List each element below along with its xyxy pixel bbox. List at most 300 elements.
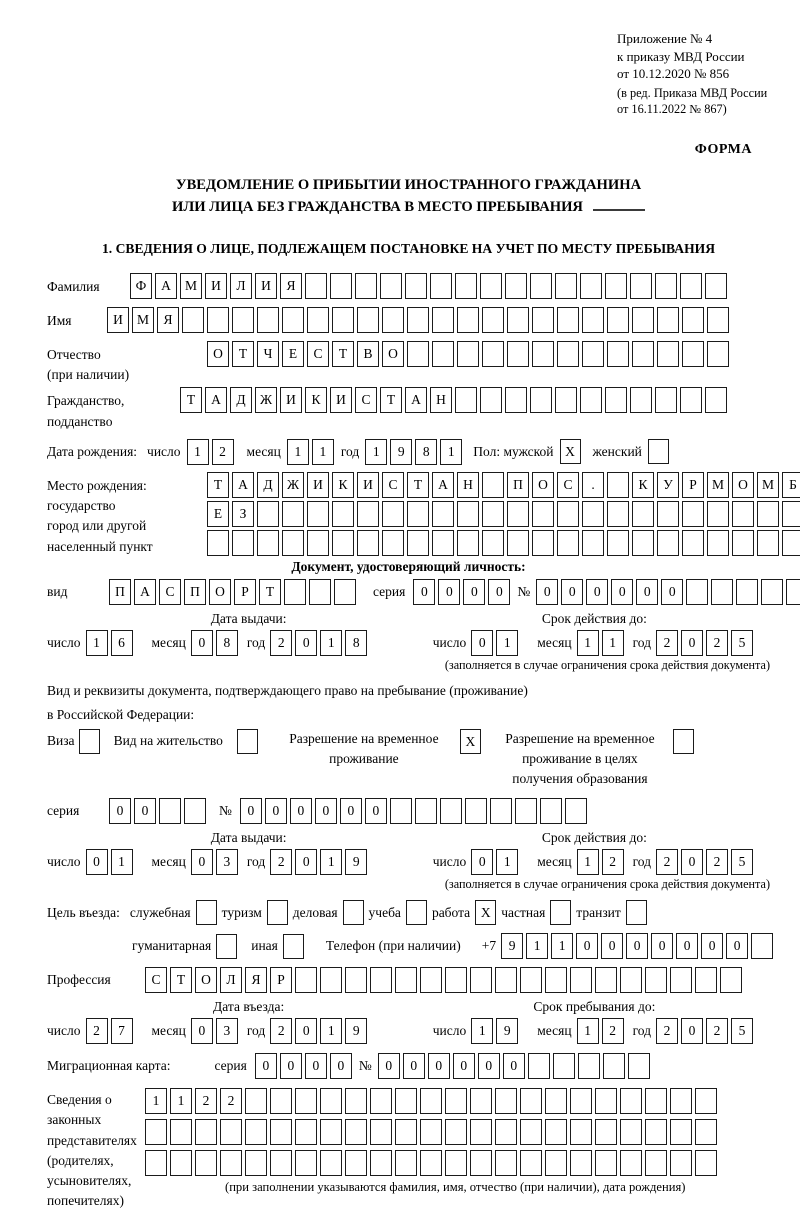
char-cell[interactable]: 9	[345, 849, 367, 875]
char-cell[interactable]	[532, 501, 554, 527]
char-cell[interactable]	[557, 501, 579, 527]
char-cell[interactable]: 0	[378, 1053, 400, 1079]
citizenship-cells[interactable]	[180, 387, 730, 413]
char-cell[interactable]: 0	[265, 798, 287, 824]
char-cell[interactable]: 0	[681, 849, 703, 875]
char-cell[interactable]: 1	[440, 439, 462, 465]
char-cell[interactable]	[440, 798, 462, 824]
char-cell[interactable]	[195, 1119, 217, 1145]
char-cell[interactable]	[430, 273, 452, 299]
char-cell[interactable]: 5	[731, 1018, 753, 1044]
char-cell[interactable]	[257, 307, 279, 333]
char-cell[interactable]: 2	[602, 1018, 624, 1044]
char-cell[interactable]	[505, 387, 527, 413]
char-cell[interactable]	[405, 273, 427, 299]
char-cell[interactable]: А	[405, 387, 427, 413]
char-cell[interactable]	[657, 341, 679, 367]
char-cell[interactable]: Л	[230, 273, 252, 299]
char-cell[interactable]	[507, 307, 529, 333]
char-cell[interactable]: 0	[478, 1053, 500, 1079]
char-cell[interactable]	[332, 501, 354, 527]
char-cell[interactable]	[390, 798, 412, 824]
char-cell[interactable]	[320, 967, 342, 993]
char-cell[interactable]	[582, 501, 604, 527]
purpose-tranzit-checkbox[interactable]	[626, 900, 647, 925]
char-cell[interactable]	[686, 579, 708, 605]
char-cell[interactable]	[657, 307, 679, 333]
char-cell[interactable]	[455, 273, 477, 299]
char-cell[interactable]	[555, 387, 577, 413]
char-cell[interactable]: 1	[86, 630, 108, 656]
issue-day-cells[interactable]	[86, 630, 136, 656]
char-cell[interactable]	[309, 579, 331, 605]
char-cell[interactable]	[645, 1150, 667, 1176]
char-cell[interactable]: 2	[602, 849, 624, 875]
char-cell[interactable]: 7	[111, 1018, 133, 1044]
char-cell[interactable]: 0	[280, 1053, 302, 1079]
char-cell[interactable]	[545, 1150, 567, 1176]
char-cell[interactable]	[382, 307, 404, 333]
char-cell[interactable]: А	[205, 387, 227, 413]
char-cell[interactable]	[707, 530, 729, 556]
char-cell[interactable]	[607, 530, 629, 556]
char-cell[interactable]: 6	[111, 630, 133, 656]
char-cell[interactable]	[207, 307, 229, 333]
char-cell[interactable]	[553, 1053, 575, 1079]
char-cell[interactable]: 0	[295, 849, 317, 875]
char-cell[interactable]: 8	[345, 630, 367, 656]
char-cell[interactable]: 1	[365, 439, 387, 465]
char-cell[interactable]	[270, 1119, 292, 1145]
char-cell[interactable]	[482, 341, 504, 367]
char-cell[interactable]: 0	[701, 933, 723, 959]
char-cell[interactable]: 0	[330, 1053, 352, 1079]
char-cell[interactable]	[284, 579, 306, 605]
char-cell[interactable]	[695, 967, 717, 993]
char-cell[interactable]: Т	[232, 341, 254, 367]
char-cell[interactable]	[557, 341, 579, 367]
char-cell[interactable]: 0	[726, 933, 748, 959]
char-cell[interactable]	[295, 1150, 317, 1176]
char-cell[interactable]: К	[632, 472, 654, 498]
char-cell[interactable]	[632, 530, 654, 556]
char-cell[interactable]: М	[180, 273, 202, 299]
char-cell[interactable]: А	[155, 273, 177, 299]
char-cell[interactable]: Т	[207, 472, 229, 498]
char-cell[interactable]	[380, 273, 402, 299]
char-cell[interactable]	[332, 530, 354, 556]
char-cell[interactable]	[470, 967, 492, 993]
char-cell[interactable]	[407, 530, 429, 556]
char-cell[interactable]	[357, 307, 379, 333]
char-cell[interactable]	[570, 967, 592, 993]
char-cell[interactable]	[607, 341, 629, 367]
birth-day-cells[interactable]	[187, 439, 237, 465]
issue-month-cells[interactable]	[191, 630, 241, 656]
char-cell[interactable]	[670, 1119, 692, 1145]
char-cell[interactable]	[540, 798, 562, 824]
char-cell[interactable]	[707, 307, 729, 333]
char-cell[interactable]	[295, 1119, 317, 1145]
char-cell[interactable]	[605, 273, 627, 299]
char-cell[interactable]: Н	[430, 387, 452, 413]
char-cell[interactable]	[570, 1150, 592, 1176]
char-cell[interactable]: Т	[380, 387, 402, 413]
char-cell[interactable]	[345, 1119, 367, 1145]
char-cell[interactable]: О	[382, 341, 404, 367]
char-cell[interactable]	[245, 1088, 267, 1114]
char-cell[interactable]: С	[159, 579, 181, 605]
legal-reps-row-3[interactable]	[145, 1150, 720, 1176]
char-cell[interactable]	[761, 579, 783, 605]
doc-type-cells[interactable]	[109, 579, 359, 605]
char-cell[interactable]	[555, 273, 577, 299]
char-cell[interactable]	[532, 530, 554, 556]
birth-place-row-2[interactable]	[207, 501, 800, 527]
patronymic-cells[interactable]	[207, 341, 732, 367]
char-cell[interactable]: К	[305, 387, 327, 413]
char-cell[interactable]	[557, 530, 579, 556]
char-cell[interactable]: 0	[471, 630, 493, 656]
name-cells[interactable]	[107, 307, 732, 333]
stay-year-cells[interactable]	[656, 1018, 756, 1044]
char-cell[interactable]: 0	[611, 579, 633, 605]
char-cell[interactable]	[159, 798, 181, 824]
char-cell[interactable]: 9	[390, 439, 412, 465]
residence-series-cells[interactable]	[109, 798, 209, 824]
char-cell[interactable]	[705, 273, 727, 299]
char-cell[interactable]	[270, 1088, 292, 1114]
char-cell[interactable]: 0	[315, 798, 337, 824]
char-cell[interactable]	[605, 387, 627, 413]
char-cell[interactable]: М	[757, 472, 779, 498]
char-cell[interactable]	[480, 387, 502, 413]
char-cell[interactable]	[395, 1150, 417, 1176]
entry-year-cells[interactable]	[270, 1018, 370, 1044]
char-cell[interactable]: И	[255, 273, 277, 299]
char-cell[interactable]: 3	[216, 1018, 238, 1044]
char-cell[interactable]: Т	[407, 472, 429, 498]
char-cell[interactable]: 2	[706, 1018, 728, 1044]
char-cell[interactable]	[603, 1053, 625, 1079]
char-cell[interactable]	[645, 1088, 667, 1114]
char-cell[interactable]: 9	[345, 1018, 367, 1044]
doc-number-cells[interactable]	[536, 579, 800, 605]
issue-year-cells[interactable]	[270, 630, 370, 656]
char-cell[interactable]: С	[382, 472, 404, 498]
char-cell[interactable]: 0	[601, 933, 623, 959]
char-cell[interactable]	[470, 1150, 492, 1176]
char-cell[interactable]	[245, 1119, 267, 1145]
char-cell[interactable]: У	[657, 472, 679, 498]
char-cell[interactable]	[420, 1150, 442, 1176]
char-cell[interactable]	[370, 967, 392, 993]
char-cell[interactable]	[632, 307, 654, 333]
char-cell[interactable]	[270, 1150, 292, 1176]
migration-series-cells[interactable]	[255, 1053, 355, 1079]
char-cell[interactable]	[420, 1119, 442, 1145]
char-cell[interactable]	[282, 307, 304, 333]
char-cell[interactable]: 0	[438, 579, 460, 605]
char-cell[interactable]: 0	[255, 1053, 277, 1079]
char-cell[interactable]: 0	[191, 1018, 213, 1044]
char-cell[interactable]	[257, 530, 279, 556]
char-cell[interactable]	[786, 579, 800, 605]
char-cell[interactable]	[655, 273, 677, 299]
char-cell[interactable]: 1	[496, 849, 518, 875]
char-cell[interactable]	[432, 307, 454, 333]
char-cell[interactable]: 1	[170, 1088, 192, 1114]
char-cell[interactable]: 0	[651, 933, 673, 959]
char-cell[interactable]	[620, 1119, 642, 1145]
char-cell[interactable]	[184, 798, 206, 824]
gender-female-checkbox[interactable]	[648, 439, 669, 464]
char-cell[interactable]: И	[357, 472, 379, 498]
char-cell[interactable]: 0	[305, 1053, 327, 1079]
char-cell[interactable]	[595, 967, 617, 993]
purpose-ucheba-checkbox[interactable]	[406, 900, 427, 925]
char-cell[interactable]	[470, 1119, 492, 1145]
char-cell[interactable]	[507, 341, 529, 367]
char-cell[interactable]	[595, 1088, 617, 1114]
char-cell[interactable]	[490, 798, 512, 824]
char-cell[interactable]: Ф	[130, 273, 152, 299]
char-cell[interactable]: 2	[706, 630, 728, 656]
temp-residence-checkbox[interactable]: X	[460, 729, 481, 754]
purpose-rabota-checkbox[interactable]: X	[475, 900, 496, 925]
char-cell[interactable]: 0	[561, 579, 583, 605]
char-cell[interactable]: 1	[577, 630, 599, 656]
char-cell[interactable]: Ч	[257, 341, 279, 367]
char-cell[interactable]: 0	[365, 798, 387, 824]
char-cell[interactable]	[355, 273, 377, 299]
char-cell[interactable]	[705, 387, 727, 413]
char-cell[interactable]: 0	[488, 579, 510, 605]
char-cell[interactable]	[578, 1053, 600, 1079]
char-cell[interactable]: Т	[170, 967, 192, 993]
char-cell[interactable]: 0	[636, 579, 658, 605]
char-cell[interactable]	[670, 1088, 692, 1114]
char-cell[interactable]	[530, 273, 552, 299]
char-cell[interactable]: Е	[207, 501, 229, 527]
char-cell[interactable]: 0	[240, 798, 262, 824]
entry-day-cells[interactable]	[86, 1018, 136, 1044]
char-cell[interactable]	[782, 530, 800, 556]
char-cell[interactable]: 2	[656, 630, 678, 656]
char-cell[interactable]	[482, 530, 504, 556]
char-cell[interactable]	[680, 273, 702, 299]
char-cell[interactable]	[295, 967, 317, 993]
residence-number-cells[interactable]	[240, 798, 590, 824]
char-cell[interactable]: 0	[295, 1018, 317, 1044]
expiry-year-cells[interactable]	[656, 630, 756, 656]
char-cell[interactable]	[557, 307, 579, 333]
char-cell[interactable]	[570, 1088, 592, 1114]
char-cell[interactable]: О	[732, 472, 754, 498]
char-cell[interactable]: 0	[109, 798, 131, 824]
char-cell[interactable]	[170, 1119, 192, 1145]
expiry-month-cells[interactable]	[577, 630, 627, 656]
char-cell[interactable]	[415, 798, 437, 824]
char-cell[interactable]: 3	[216, 849, 238, 875]
char-cell[interactable]: 0	[576, 933, 598, 959]
char-cell[interactable]	[607, 307, 629, 333]
char-cell[interactable]: .	[582, 472, 604, 498]
char-cell[interactable]: П	[184, 579, 206, 605]
char-cell[interactable]	[395, 1088, 417, 1114]
char-cell[interactable]	[357, 501, 379, 527]
char-cell[interactable]	[545, 1088, 567, 1114]
char-cell[interactable]: 1	[551, 933, 573, 959]
char-cell[interactable]	[320, 1119, 342, 1145]
char-cell[interactable]	[232, 530, 254, 556]
char-cell[interactable]	[607, 472, 629, 498]
char-cell[interactable]: И	[107, 307, 129, 333]
char-cell[interactable]	[530, 387, 552, 413]
char-cell[interactable]: 1	[526, 933, 548, 959]
char-cell[interactable]	[320, 1150, 342, 1176]
stay-month-cells[interactable]	[577, 1018, 627, 1044]
char-cell[interactable]	[480, 273, 502, 299]
char-cell[interactable]	[305, 273, 327, 299]
char-cell[interactable]: 0	[340, 798, 362, 824]
char-cell[interactable]: Р	[234, 579, 256, 605]
char-cell[interactable]	[345, 967, 367, 993]
residence-expiry-year-cells[interactable]	[656, 849, 756, 875]
char-cell[interactable]: О	[209, 579, 231, 605]
char-cell[interactable]	[407, 307, 429, 333]
char-cell[interactable]	[282, 501, 304, 527]
char-cell[interactable]: Р	[270, 967, 292, 993]
phone-cells[interactable]	[501, 933, 776, 959]
char-cell[interactable]	[145, 1119, 167, 1145]
char-cell[interactable]	[655, 387, 677, 413]
char-cell[interactable]: 0	[536, 579, 558, 605]
char-cell[interactable]	[630, 273, 652, 299]
char-cell[interactable]: О	[195, 967, 217, 993]
char-cell[interactable]	[505, 273, 527, 299]
purpose-gumanitarnaya-checkbox[interactable]	[216, 934, 237, 959]
char-cell[interactable]: 1	[602, 630, 624, 656]
char-cell[interactable]	[682, 341, 704, 367]
purpose-sluzhebnaya-checkbox[interactable]	[196, 900, 217, 925]
char-cell[interactable]	[257, 501, 279, 527]
char-cell[interactable]: О	[532, 472, 554, 498]
char-cell[interactable]: 0	[586, 579, 608, 605]
char-cell[interactable]	[595, 1150, 617, 1176]
char-cell[interactable]	[507, 530, 529, 556]
char-cell[interactable]	[357, 530, 379, 556]
purpose-chastnaya-checkbox[interactable]	[550, 900, 571, 925]
char-cell[interactable]	[445, 1119, 467, 1145]
expiry-day-cells[interactable]	[471, 630, 521, 656]
char-cell[interactable]: 2	[656, 1018, 678, 1044]
char-cell[interactable]	[495, 1150, 517, 1176]
char-cell[interactable]	[607, 501, 629, 527]
char-cell[interactable]	[445, 1150, 467, 1176]
char-cell[interactable]	[432, 501, 454, 527]
char-cell[interactable]: 1	[577, 1018, 599, 1044]
char-cell[interactable]	[320, 1088, 342, 1114]
char-cell[interactable]: 0	[681, 630, 703, 656]
char-cell[interactable]: Т	[180, 387, 202, 413]
char-cell[interactable]: К	[332, 472, 354, 498]
char-cell[interactable]	[695, 1088, 717, 1114]
char-cell[interactable]	[482, 501, 504, 527]
char-cell[interactable]	[445, 967, 467, 993]
char-cell[interactable]	[245, 1150, 267, 1176]
char-cell[interactable]: 1	[471, 1018, 493, 1044]
char-cell[interactable]: 0	[503, 1053, 525, 1079]
char-cell[interactable]: 0	[428, 1053, 450, 1079]
char-cell[interactable]	[545, 967, 567, 993]
residence-expiry-month-cells[interactable]	[577, 849, 627, 875]
char-cell[interactable]	[620, 1150, 642, 1176]
char-cell[interactable]: 0	[191, 630, 213, 656]
char-cell[interactable]: Я	[157, 307, 179, 333]
char-cell[interactable]: М	[707, 472, 729, 498]
char-cell[interactable]	[695, 1119, 717, 1145]
char-cell[interactable]	[445, 1088, 467, 1114]
char-cell[interactable]	[207, 530, 229, 556]
char-cell[interactable]	[370, 1088, 392, 1114]
char-cell[interactable]	[145, 1150, 167, 1176]
legal-reps-row-2[interactable]	[145, 1119, 720, 1145]
char-cell[interactable]: 0	[413, 579, 435, 605]
purpose-delovaya-checkbox[interactable]	[343, 900, 364, 925]
char-cell[interactable]	[757, 530, 779, 556]
char-cell[interactable]: 0	[626, 933, 648, 959]
migration-number-cells[interactable]	[378, 1053, 653, 1079]
char-cell[interactable]	[220, 1119, 242, 1145]
char-cell[interactable]	[495, 967, 517, 993]
char-cell[interactable]: З	[232, 501, 254, 527]
char-cell[interactable]	[565, 798, 587, 824]
char-cell[interactable]	[682, 530, 704, 556]
char-cell[interactable]: 1	[320, 1018, 342, 1044]
char-cell[interactable]: О	[207, 341, 229, 367]
char-cell[interactable]	[520, 1088, 542, 1114]
char-cell[interactable]: 1	[577, 849, 599, 875]
birth-year-cells[interactable]	[365, 439, 465, 465]
char-cell[interactable]: 0	[463, 579, 485, 605]
char-cell[interactable]	[395, 1119, 417, 1145]
char-cell[interactable]	[595, 1119, 617, 1145]
char-cell[interactable]	[520, 1119, 542, 1145]
char-cell[interactable]	[620, 967, 642, 993]
residence-permit-checkbox[interactable]	[237, 729, 258, 754]
char-cell[interactable]: 2	[270, 630, 292, 656]
char-cell[interactable]	[711, 579, 733, 605]
char-cell[interactable]: 9	[501, 933, 523, 959]
char-cell[interactable]	[220, 1150, 242, 1176]
char-cell[interactable]: 0	[290, 798, 312, 824]
residence-expiry-day-cells[interactable]	[471, 849, 521, 875]
char-cell[interactable]: 5	[731, 849, 753, 875]
char-cell[interactable]	[580, 387, 602, 413]
char-cell[interactable]: С	[557, 472, 579, 498]
char-cell[interactable]: Я	[280, 273, 302, 299]
char-cell[interactable]	[482, 472, 504, 498]
char-cell[interactable]	[282, 530, 304, 556]
char-cell[interactable]: С	[355, 387, 377, 413]
char-cell[interactable]	[370, 1119, 392, 1145]
char-cell[interactable]	[382, 501, 404, 527]
char-cell[interactable]: А	[232, 472, 254, 498]
char-cell[interactable]	[570, 1119, 592, 1145]
char-cell[interactable]: 1	[111, 849, 133, 875]
char-cell[interactable]: 1	[287, 439, 309, 465]
